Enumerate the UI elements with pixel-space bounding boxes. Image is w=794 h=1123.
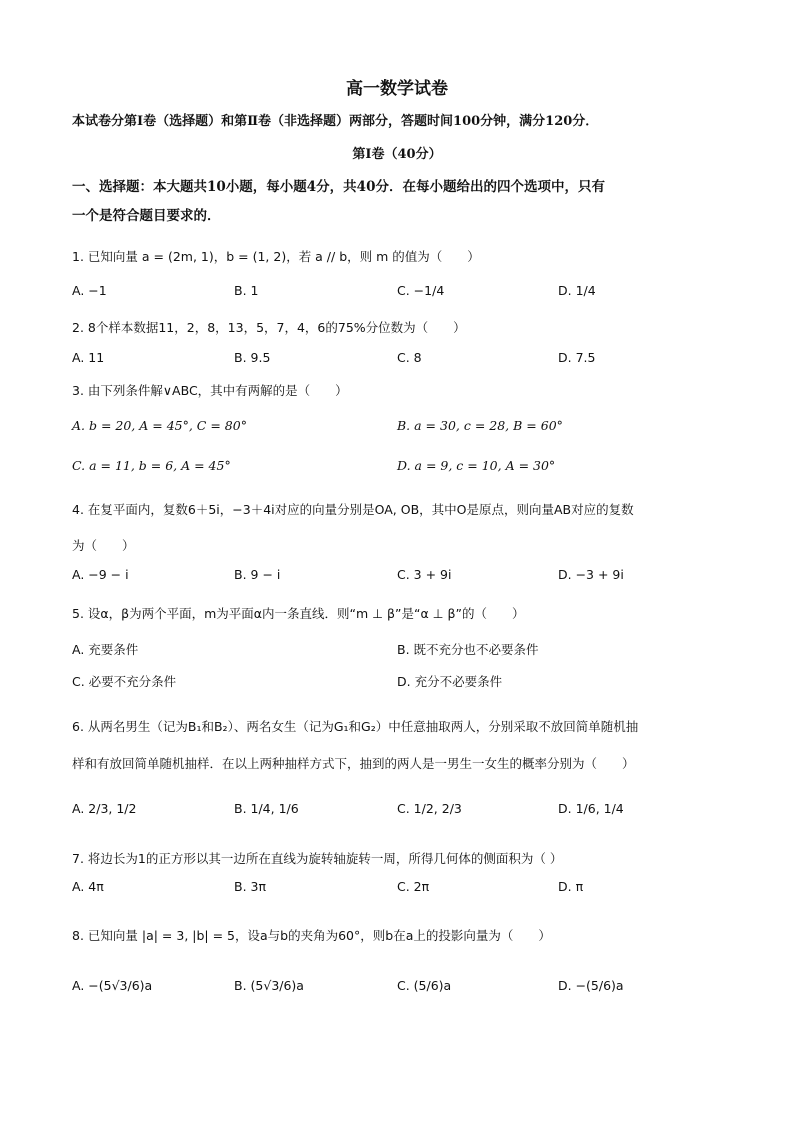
question-1-option-c: C. −1/4: [397, 283, 445, 298]
question-6-stem-continued: 样和有放回简单随机抽样．在以上两种抽样方式下，抽到的两人是一男生一女生的概率分别为（ ）: [72, 756, 635, 771]
question-2-option-c: C. 8: [397, 350, 422, 365]
question-6-option-b: B. 1/4, 1/6: [234, 801, 299, 816]
question-3-option-d: D. a = 9, c = 10, A = 30°: [397, 458, 556, 473]
part-heading: 第Ⅰ卷（40分）: [352, 147, 442, 162]
question-8-option-b: B. (5√3/6)a: [234, 978, 304, 993]
question-4-option-d: D. −3 + 9i: [558, 567, 624, 582]
question-4-option-b: B. 9 − i: [234, 567, 281, 582]
question-4-stem: 4. 在复平面内，复数6＋5i，−3＋4i对应的向量分别是OA, OB，其中O是原点，则向量AB对应的复数: [72, 502, 634, 517]
question-3-option-b: B. a = 30, c = 28, B = 60°: [397, 418, 563, 433]
question-1-option-b: B. 1: [234, 283, 259, 298]
question-4-stem-continued: 为（ ）: [72, 538, 135, 553]
question-2-option-a: A. 11: [72, 350, 105, 365]
exam-title: 高一数学试卷: [346, 79, 448, 99]
question-2-stem: 2. 8个样本数据11，2，8，13，5，7，4，6的75%分位数为（ ）: [72, 320, 466, 335]
section-heading-line2: 一个是符合题目要求的．: [72, 208, 221, 224]
question-8-stem: 8. 已知向量 |a| = 3, |b| = 5，设a与b的夹角为60°，则b在a上的投影向量为（ ）: [72, 928, 551, 943]
section-heading-line1: 一、选择题：本大题共10小题，每小题4分，共40分．在每小题给出的四个选项中，只有: [72, 179, 605, 195]
question-7-option-d: D. π: [558, 879, 584, 894]
question-7-option-a: A. 4π: [72, 879, 104, 894]
question-6-option-a: A. 2/3, 1/2: [72, 801, 137, 816]
question-3-stem: 3. 由下列条件解∨ABC，其中有两解的是（ ）: [72, 383, 348, 398]
question-1-option-a: A. −1: [72, 283, 107, 298]
question-8-option-c: C. (5/6)a: [397, 978, 452, 993]
question-8-option-a: A. −(5√3/6)a: [72, 978, 153, 993]
question-8-option-d: D. −(5/6)a: [558, 978, 624, 993]
question-3-option-c: C. a = 11, b = 6, A = 45°: [72, 458, 231, 473]
question-1-option-d: D. 1/4: [558, 283, 596, 298]
question-7-option-c: C. 2π: [397, 879, 430, 894]
question-2-option-d: D. 7.5: [558, 350, 596, 365]
question-5-option-d: D. 充分不必要条件: [397, 674, 503, 689]
question-7-option-b: B. 3π: [234, 879, 267, 894]
question-6-option-d: D. 1/6, 1/4: [558, 801, 624, 816]
question-5-option-c: C. 必要不充分条件: [72, 674, 177, 689]
question-4-option-c: C. 3 + 9i: [397, 567, 452, 582]
question-3-option-a: A. b = 20, A = 45°, C = 80°: [72, 418, 247, 433]
question-2-option-b: B. 9.5: [234, 350, 271, 365]
question-4-option-a: A. −9 − i: [72, 567, 129, 582]
question-1-stem: 1. 已知向量 a = (2m, 1)，b = (1, 2)，若 a // b，则 m 的值为（ ）: [72, 249, 480, 264]
exam-intro: 本试卷分第Ⅰ卷（选择题）和第Ⅱ卷（非选择题）两部分，答题时间100分钟，满分120分．: [72, 114, 599, 129]
question-6-stem: 6. 从两名男生（记为B₁和B₂）、两名女生（记为G₁和G₂）中任意抽取两人，分别采取不放回简单随机抽: [72, 719, 639, 734]
question-5-option-a: A. 充要条件: [72, 642, 139, 657]
question-7-stem: 7. 将边长为1的正方形以其一边所在直线为旋转轴旋转一周，所得几何体的侧面积为（ ）: [72, 851, 563, 866]
question-5-stem: 5. 设α，β为两个平面，m为平面α内一条直线．则“m ⊥ β”是“α ⊥ β”的（ ）: [72, 606, 525, 621]
question-6-option-c: C. 1/2, 2/3: [397, 801, 462, 816]
question-5-option-b: B. 既不充分也不必要条件: [397, 642, 539, 657]
